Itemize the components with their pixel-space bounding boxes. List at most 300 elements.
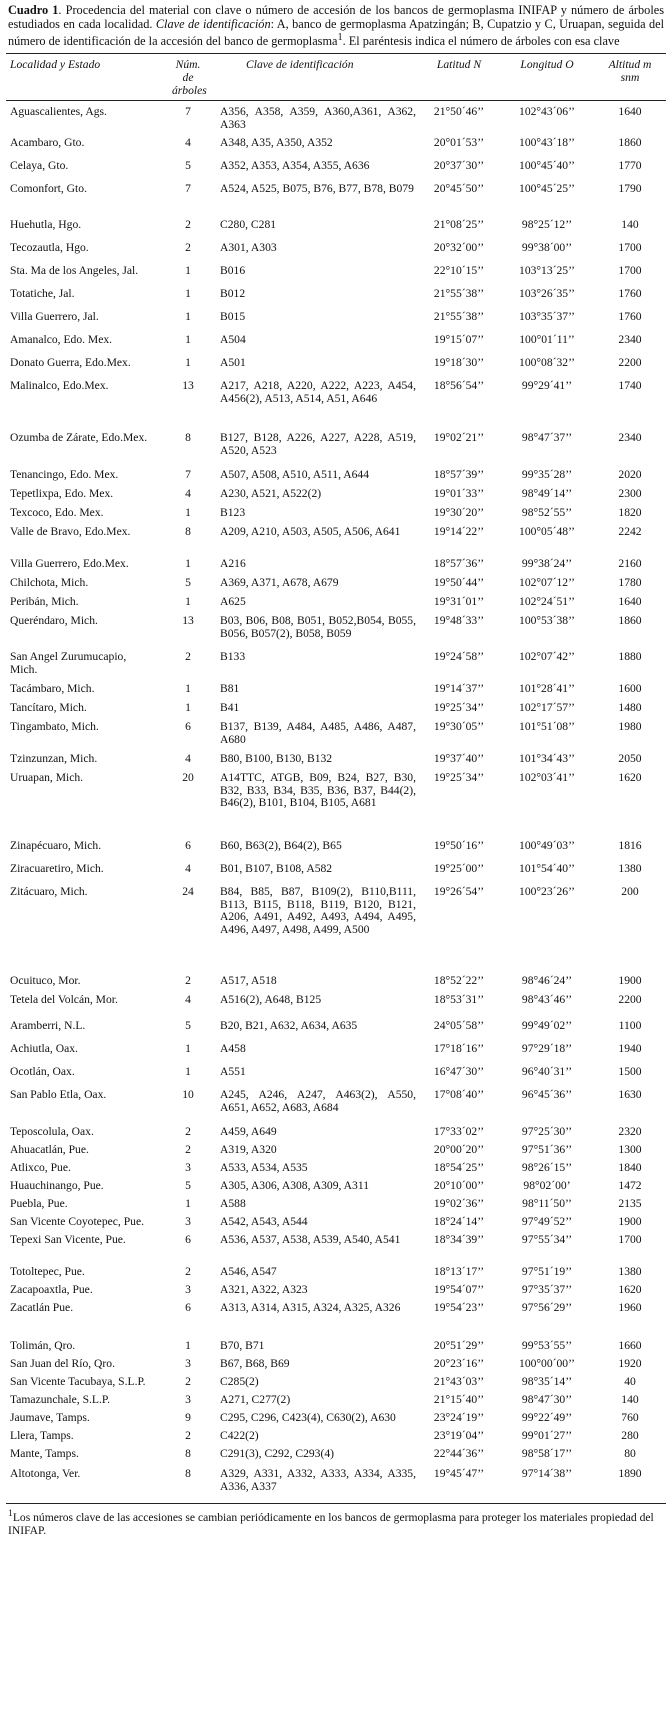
table-row	[6, 469, 666, 488]
table-row	[6, 994, 666, 1020]
cell-clave: A524, A525, B075, B76, B77, B78, B079	[220, 181, 414, 195]
table-row	[6, 183, 666, 219]
cell-altitud: 2300	[618, 486, 642, 500]
cell-localidad: Huehutla, Hgo.	[10, 217, 82, 231]
cell-latitud: 20°23´16’’	[433, 1356, 485, 1370]
cell-clave: B81	[220, 681, 240, 695]
cell-clave: B123	[220, 505, 246, 519]
table-row	[6, 753, 666, 772]
cell-clave: B127, B128, A226, A227, A228, A519, A520, A523	[220, 430, 416, 457]
cell-num-arboles: 7	[185, 181, 191, 195]
cell-num-arboles: 6	[185, 719, 191, 733]
table-row	[6, 334, 666, 357]
table-row	[6, 721, 666, 753]
cell-longitud: 98°47´37’’	[521, 430, 573, 444]
cell-longitud: 102°03´41’’	[519, 770, 575, 784]
cell-num-arboles: 4	[185, 486, 191, 500]
cell-longitud: 98°49´14’’	[521, 486, 573, 500]
cell-altitud: 2200	[618, 355, 642, 369]
cell-localidad: Tacámbaro, Mich.	[10, 681, 95, 695]
cell-altitud: 1770	[618, 158, 642, 172]
cell-clave: A329, A331, A332, A333, A334, A335, A336, A337	[218, 1468, 418, 1504]
cell-longitud: 100°49´03’’	[519, 838, 575, 852]
cell-latitud: 19°37´40’’	[433, 751, 485, 765]
cell-clave: B012	[220, 286, 246, 300]
header-num-arboles: Núm. de árboles	[158, 54, 218, 101]
table-row	[6, 863, 666, 886]
cell-longitud: 97°25´30’’	[521, 1124, 573, 1138]
cell-localidad: Chilchota, Mich.	[10, 575, 89, 589]
cell-num-arboles: 1	[185, 1338, 191, 1352]
cell-localidad: Ozumba de Zárate, Edo.Mex.	[10, 430, 148, 444]
table-row	[6, 219, 666, 242]
cell-clave: A271, C277(2)	[220, 1392, 291, 1406]
cell-localidad: Puebla, Pue.	[10, 1196, 68, 1210]
cell-clave: A321, A322, A323	[220, 1282, 308, 1296]
cell-altitud: 1380	[618, 1264, 642, 1278]
cell-localidad: Villa Guerrero, Edo.Mex.	[10, 556, 129, 570]
cell-longitud: 100°45´40’’	[519, 158, 575, 172]
cell-localidad: Tamazunchale, S.L.P.	[10, 1392, 110, 1406]
table-row	[6, 1043, 666, 1066]
cell-longitud: 98°46´24’’	[521, 973, 573, 987]
cell-latitud: 18°56´54’’	[433, 378, 485, 392]
cell-localidad: Sta. Ma de los Angeles, Jal.	[10, 263, 139, 277]
cell-localidad: Tenancingo, Edo. Mex.	[10, 467, 119, 481]
cell-altitud: 2242	[618, 524, 642, 538]
table-row	[6, 101, 666, 137]
cell-clave: A245, A246, A247, A463(2), A550, A651, A652, A683, A684	[220, 1087, 416, 1114]
cell-localidad: San Angel Zurumucapio, Mich.	[10, 649, 127, 676]
table-row	[6, 975, 666, 994]
cell-localidad: Tepetlixpa, Edo. Mex.	[10, 486, 114, 500]
footnote-text: Los números clave de las accesiones se cambian periódicamente en los bancos de germoplasma para proteger los materiales propiedad del INIFAP.	[8, 1510, 654, 1537]
cell-altitud: 1860	[618, 613, 642, 627]
cell-longitud: 103°13´25’’	[519, 263, 575, 277]
cell-localidad: Acambaro, Gto.	[10, 135, 85, 149]
table-row	[6, 1266, 666, 1284]
header-altitud: Altitud m snm	[594, 54, 666, 101]
cell-altitud: 2320	[618, 1124, 642, 1138]
cell-latitud: 18°13´17’’	[433, 1264, 485, 1278]
cell-altitud: 1100	[618, 1018, 642, 1032]
cell-num-arboles: 1	[185, 594, 191, 608]
cell-clave: B016	[220, 263, 246, 277]
table-row	[6, 702, 666, 721]
cell-localidad: Villa Guerrero, Jal.	[10, 309, 99, 323]
cell-num-arboles: 13	[182, 613, 194, 627]
cell-altitud: 1890	[594, 1468, 666, 1504]
cell-longitud: 98°58´17’’	[521, 1446, 573, 1460]
cell-num-arboles: 1	[185, 309, 191, 323]
cell-localidad: Tetela del Volcán, Mor.	[10, 992, 118, 1006]
cell-clave: A542, A543, A544	[220, 1214, 308, 1228]
cell-longitud: 103°26´35’’	[519, 286, 575, 300]
cell-altitud: 1700	[618, 1232, 642, 1246]
cell-localidad: Zacapoaxtla, Pue.	[10, 1282, 93, 1296]
cell-num-arboles: 2	[185, 217, 191, 231]
cell-clave: B67, B68, B69	[220, 1356, 290, 1370]
cell-localidad: Tecozautla, Hgo.	[10, 240, 89, 254]
cell-localidad: Zitácuaro, Mich.	[10, 884, 88, 898]
cell-localidad: Zinapécuaro, Mich.	[10, 838, 102, 852]
cell-longitud: 98°35´14’’	[521, 1374, 573, 1388]
data-table	[6, 53, 666, 1504]
cell-localidad: Peribán, Mich.	[10, 594, 79, 608]
cell-longitud: 99°38´24’’	[521, 556, 573, 570]
cell-latitud: 20°51´29’’	[433, 1338, 485, 1352]
header-latitud: Latitud N	[418, 54, 500, 101]
cell-latitud: 19°50´44’’	[433, 575, 485, 589]
cell-altitud: 2050	[618, 751, 642, 765]
cell-latitud: 19°14´22’’	[433, 524, 485, 538]
caption-italic: Clave de identificación	[155, 17, 271, 31]
cell-num-arboles: 4	[185, 992, 191, 1006]
cell-altitud: 140	[621, 217, 639, 231]
cell-localidad: Amanalco, Edo. Mex.	[10, 332, 113, 346]
cell-localidad: Totatiche, Jal.	[10, 286, 75, 300]
cell-num-arboles: 4	[185, 135, 191, 149]
table-row	[6, 288, 666, 311]
cell-num-arboles: 1	[185, 355, 191, 369]
table-row	[6, 558, 666, 577]
cell-longitud: 99°53´55’’	[521, 1338, 573, 1352]
cell-localidad: San Pablo Etla, Oax.	[10, 1087, 107, 1101]
cell-localidad: Malinalco, Edo.Mex.	[10, 378, 109, 392]
cell-latitud: 19°54´07’’	[433, 1282, 485, 1296]
cell-latitud: 18°54´25’’	[433, 1160, 485, 1174]
cell-longitud: 100°23´26’’	[519, 884, 575, 898]
cell-num-arboles: 1	[185, 332, 191, 346]
cell-longitud: 102°07´42’’	[519, 649, 575, 663]
table-row	[6, 160, 666, 183]
cell-altitud: 1620	[618, 1282, 642, 1296]
cell-clave: A459, A649	[220, 1124, 277, 1138]
cell-altitud: 1860	[618, 135, 642, 149]
cell-altitud: 1630	[618, 1087, 642, 1101]
cell-clave: C291(3), C292, C293(4)	[220, 1446, 335, 1460]
cell-altitud: 1940	[618, 1041, 642, 1055]
cell-clave: A209, A210, A503, A505, A506, A641	[220, 524, 401, 538]
cell-latitud: 24°05´58’’	[433, 1018, 485, 1032]
cell-clave: A348, A35, A350, A352	[220, 135, 333, 149]
table-row	[6, 507, 666, 526]
cell-clave: A230, A521, A522(2)	[220, 486, 322, 500]
cell-clave: A501	[220, 355, 246, 369]
cell-localidad: Ahuacatlán, Pue.	[10, 1142, 89, 1156]
cell-altitud: 1880	[618, 649, 642, 663]
cell-latitud: 18°34´39’’	[433, 1232, 485, 1246]
cell-altitud: 1900	[618, 973, 642, 987]
cell-clave: B41	[220, 700, 240, 714]
cell-localidad: Mante, Tamps.	[10, 1446, 79, 1460]
cell-localidad: Teposcolula, Oax.	[10, 1124, 94, 1138]
cell-latitud: 21°55´38’’	[433, 286, 485, 300]
cell-clave: B133	[220, 649, 246, 663]
cell-latitud: 21°43´03’’	[433, 1374, 485, 1388]
cell-clave: A313, A314, A315, A324, A325, A326	[220, 1300, 401, 1314]
cell-clave: C422(2)	[220, 1428, 259, 1442]
cell-num-arboles: 4	[185, 751, 191, 765]
caption-text-c: . El paréntesis indica el número de árboles con esa clave	[342, 34, 620, 49]
cell-num-arboles: 3	[185, 1160, 191, 1174]
cell-num-arboles: 1	[185, 1064, 191, 1078]
cell-latitud: 19°54´23’’	[433, 1300, 485, 1314]
cell-altitud: 1760	[618, 286, 642, 300]
cell-clave: B01, B107, B108, A582	[220, 861, 333, 875]
table-row	[6, 596, 666, 615]
cell-localidad: Altotonga, Ver.	[6, 1468, 158, 1504]
cell-longitud: 101°34´43’’	[519, 751, 575, 765]
cell-clave: B60, B63(2), B64(2), B65	[220, 838, 342, 852]
cell-num-arboles: 1	[185, 286, 191, 300]
cell-num-arboles: 13	[182, 378, 194, 392]
cell-localidad: Donato Guerra, Edo.Mex.	[10, 355, 131, 369]
cell-longitud: 102°17´57’’	[519, 700, 575, 714]
cell-num-arboles: 8	[185, 1446, 191, 1460]
cell-longitud: 97°51´36’’	[521, 1142, 573, 1156]
table-row	[6, 357, 666, 380]
cell-num-arboles: 7	[185, 467, 191, 481]
cell-latitud: 17°18´16’’	[433, 1041, 485, 1055]
cell-latitud: 20°45´50’’	[433, 181, 485, 195]
cell-localidad: Zacatlán Pue.	[10, 1300, 74, 1314]
caption-text-b: : A, banco de germoplasma Apatzingán; B, Cupatzio y C, Uruapan, seguida del número de identificación de la accesión del banco de germoplasma	[8, 17, 665, 49]
cell-latitud: 23°19´04’’	[433, 1428, 485, 1442]
cell-latitud: 19°14´37’’	[433, 681, 485, 695]
cell-longitud: 99°29´41’’	[521, 378, 573, 392]
cell-latitud: 18°24´14’’	[433, 1214, 485, 1228]
cell-longitud: 98°52´55’’	[521, 505, 573, 519]
cell-localidad: Tingambato, Mich.	[10, 719, 99, 733]
cell-altitud: 1300	[618, 1142, 642, 1156]
table-caption	[8, 3, 664, 48]
cell-latitud: 19°02´21’’	[433, 430, 485, 444]
cell-longitud: 97°51´19’’	[521, 1264, 573, 1278]
cell-longitud: 100°01´11’’	[519, 332, 575, 346]
cell-latitud: 23°24´19’’	[433, 1410, 485, 1424]
cell-num-arboles: 5	[185, 158, 191, 172]
table-row	[6, 242, 666, 265]
cell-localidad: San Juan del Río, Qro.	[10, 1356, 115, 1370]
cell-longitud: 102°07´12’’	[519, 575, 575, 589]
cell-latitud: 18°53´31’’	[433, 992, 485, 1006]
table-row	[6, 1284, 666, 1302]
cell-clave: A516(2), A648, B125	[220, 992, 322, 1006]
cell-clave: A588	[220, 1196, 246, 1210]
cell-clave: A301, A303	[220, 240, 277, 254]
table-row	[6, 1468, 666, 1504]
cell-num-arboles: 1	[185, 556, 191, 570]
cell-clave: A14TTC, ATGB, B09, B24, B27, B30, B32, B33, B34, B35, B36, B37, B44(2), B46(2), B101, B104, B105, A681	[220, 770, 416, 810]
cell-latitud: 20°00´20’’	[433, 1142, 485, 1156]
cell-longitud: 100°45´25’’	[519, 181, 575, 195]
cell-num-arboles: 10	[182, 1087, 194, 1101]
cell-longitud: 102°43´06’’	[519, 105, 575, 119]
cell-clave: B015	[220, 309, 246, 323]
cell-num-arboles: 5	[185, 1178, 191, 1192]
table-row	[6, 615, 666, 651]
cell-clave: B137, B139, A484, A485, A486, A487, A680	[220, 719, 416, 746]
table-row	[6, 1234, 666, 1266]
cell-latitud: 19°01´33’’	[433, 486, 485, 500]
cell-localidad: Tancítaro, Mich.	[10, 700, 87, 714]
header-longitud: Longitud O	[500, 54, 594, 101]
cell-num-arboles: 1	[185, 1041, 191, 1055]
table-row	[6, 137, 666, 160]
cell-longitud: 99°01´27’’	[521, 1428, 573, 1442]
cell-altitud: 2135	[618, 1196, 642, 1210]
cell-altitud: 1640	[618, 594, 642, 608]
cell-altitud: 1700	[618, 263, 642, 277]
cell-num-arboles: 1	[185, 681, 191, 695]
cell-num-arboles: 3	[185, 1282, 191, 1296]
cell-localidad: Tzinzunzan, Mich.	[10, 751, 98, 765]
cell-latitud: 19°25´00’’	[433, 861, 485, 875]
cell-clave: B20, B21, A632, A634, A635	[220, 1018, 358, 1032]
cell-longitud: 98°25´12’’	[521, 217, 573, 231]
cell-longitud: 98°26´15’’	[521, 1160, 573, 1174]
cell-latitud: 19°02´36’’	[433, 1196, 485, 1210]
cell-latitud: 19°30´20’’	[433, 505, 485, 519]
cell-num-arboles: 20	[182, 770, 194, 784]
cell-num-arboles: 2	[185, 973, 191, 987]
table-row	[6, 840, 666, 863]
cell-num-arboles: 1	[185, 700, 191, 714]
table-header	[6, 54, 666, 101]
cell-localidad: Texcoco, Edo. Mex.	[10, 505, 104, 519]
cell-longitud: 101°54´40’’	[519, 861, 575, 875]
cell-altitud: 1980	[618, 719, 642, 733]
table-row	[6, 1448, 666, 1468]
cell-localidad: Ziracuaretiro, Mich.	[10, 861, 104, 875]
cell-altitud: 1500	[618, 1064, 642, 1078]
cell-latitud: 16°47´30’’	[433, 1064, 485, 1078]
table-row	[6, 683, 666, 702]
cell-longitud: 97°29´18’’	[521, 1041, 573, 1055]
cell-longitud: 96°40´31’’	[521, 1064, 573, 1078]
cell-num-arboles: 2	[185, 649, 191, 663]
cell-localidad: Tepexi San Vicente, Pue.	[10, 1232, 126, 1246]
table-row	[6, 1198, 666, 1216]
cell-altitud: 1820	[618, 505, 642, 519]
cell-latitud: 21°15´40’’	[433, 1392, 485, 1406]
cell-altitud: 1380	[618, 861, 642, 875]
cell-longitud: 99°38´00’’	[521, 240, 573, 254]
table-row	[6, 1394, 666, 1412]
cell-clave: A217, A218, A220, A222, A223, A454, A456(2), A513, A514, A51, A646	[220, 378, 416, 405]
cell-altitud: 1660	[618, 1338, 642, 1352]
cell-latitud: 19°18´30’’	[433, 355, 485, 369]
cell-latitud: 17°33´02’’	[433, 1124, 485, 1138]
cell-latitud: 18°52´22’’	[433, 973, 485, 987]
cell-clave: A356, A358, A359, A360,A361, A362, A363	[220, 105, 416, 131]
cell-longitud: 102°24´51’’	[519, 594, 575, 608]
cell-latitud: 18°57´36’’	[433, 556, 485, 570]
cell-latitud: 19°31´01’’	[433, 594, 485, 608]
table-row	[6, 772, 666, 840]
cell-clave: C280, C281	[220, 217, 277, 231]
cell-localidad: San Vicente Coyotepec, Pue.	[10, 1214, 144, 1228]
cell-clave: A517, A518	[220, 973, 277, 987]
cell-clave: A507, A508, A510, A511, A644	[220, 467, 370, 481]
table-row	[6, 380, 666, 432]
cell-altitud: 2020	[618, 467, 642, 481]
cell-localidad: Comonfort, Gto.	[10, 181, 87, 195]
cell-clave: B84, B85, B87, B109(2), B110,B111, B113, B115, B118, B119, B120, B121, A206, A491, A492, A493, A494, A495, A496, A497, A498, A499, A500	[220, 884, 416, 937]
cell-localidad: Aramberri, N.L.	[10, 1018, 86, 1032]
cell-latitud: 17°08´40’’	[433, 1087, 485, 1101]
table-row	[6, 526, 666, 558]
cell-altitud: 280	[621, 1428, 639, 1442]
table-row	[6, 1144, 666, 1162]
cell-altitud: 1816	[618, 838, 642, 852]
cell-latitud: 18°57´39’’	[433, 467, 485, 481]
cell-num-arboles: 9	[185, 1410, 191, 1424]
cell-localidad: Totoltepec, Pue.	[10, 1264, 85, 1278]
cell-altitud: 200	[621, 884, 639, 898]
cell-clave: A352, A353, A354, A355, A636	[220, 158, 370, 172]
caption-sup: 1	[337, 32, 343, 43]
table-body	[6, 101, 666, 1504]
cell-longitud: 97°35´37’’	[521, 1282, 573, 1296]
cell-altitud: 1640	[618, 105, 642, 119]
cell-localidad: Ocuituco, Mor.	[10, 973, 81, 987]
cell-localidad: Celaya, Gto.	[10, 158, 69, 172]
cell-altitud: 1920	[618, 1356, 642, 1370]
cell-latitud: 20°10´00’’	[433, 1178, 485, 1192]
cell-longitud: 96°45´36’’	[521, 1087, 573, 1101]
caption-text-a: . Procedencia del material con clave o número de accesión de los bancos de germoplasma INIFAP y número de árboles estudiados en cada localidad.	[8, 3, 664, 31]
cell-longitud: 98°47´30’’	[521, 1392, 573, 1406]
cell-clave: A546, A547	[220, 1264, 277, 1278]
cell-altitud: 1760	[618, 309, 642, 323]
cell-altitud: 760	[621, 1410, 639, 1424]
cell-localidad: Queréndaro, Mich.	[10, 613, 98, 627]
cell-clave: A536, A537, A538, A539, A540, A541	[220, 1232, 401, 1246]
cell-latitud: 19°50´16’’	[433, 838, 485, 852]
cell-latitud: 22°10´15’’	[433, 263, 485, 277]
cell-clave: C295, C296, C423(4), C630(2), A630	[220, 1410, 396, 1424]
cell-clave: A369, A371, A678, A679	[220, 575, 339, 589]
caption-label: Cuadro 1	[8, 3, 59, 17]
cell-altitud: 1790	[618, 181, 642, 195]
cell-clave: B03, B06, B08, B051, B052,B054, B055, B056, B057(2), B058, B059	[220, 613, 416, 640]
cell-longitud: 101°51´08’’	[519, 719, 575, 733]
cell-longitud: 100°43´18’’	[519, 135, 575, 149]
cell-latitud: 21°08´25’’	[433, 217, 485, 231]
cell-clave: A504	[220, 332, 246, 346]
table-row	[6, 1340, 666, 1358]
cell-altitud: 1740	[618, 378, 642, 392]
cell-num-arboles: 2	[185, 1374, 191, 1388]
cell-altitud: 1472	[618, 1178, 642, 1192]
cell-longitud: 98°02´00’	[523, 1178, 571, 1192]
table-row	[6, 311, 666, 334]
cell-localidad: Jaumave, Tamps.	[10, 1410, 90, 1424]
table-row	[6, 432, 666, 469]
table-row	[6, 1180, 666, 1198]
cell-num-arboles: 8	[185, 430, 191, 444]
table-row	[6, 1162, 666, 1180]
cell-localidad: Uruapan, Mich.	[10, 770, 84, 784]
cell-clave: A458	[220, 1041, 246, 1055]
cell-altitud: 2340	[618, 332, 642, 346]
cell-latitud: 19°48´33’’	[433, 613, 485, 627]
cell-num-arboles: 3	[185, 1392, 191, 1406]
cell-altitud: 1700	[618, 240, 642, 254]
cell-num-arboles: 7	[185, 105, 191, 119]
